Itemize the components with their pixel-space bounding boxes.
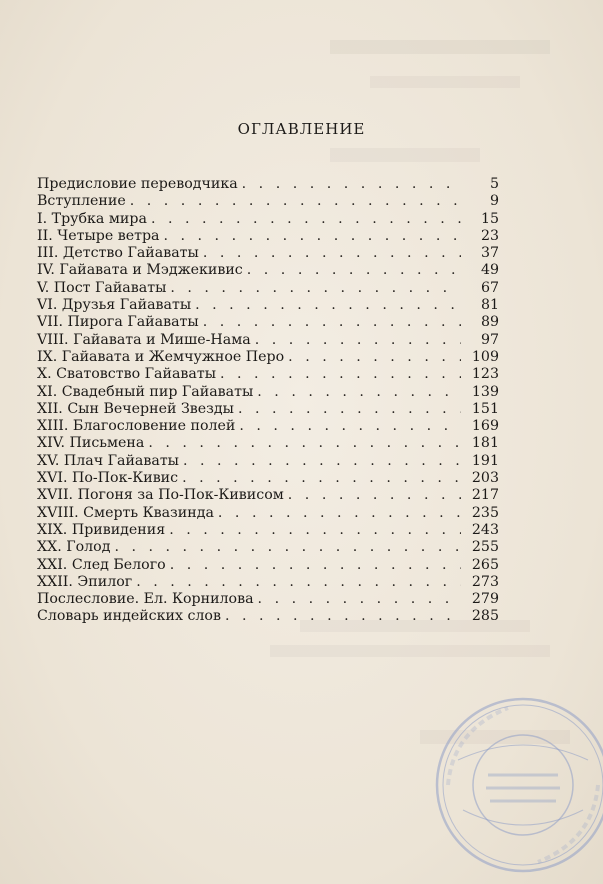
toc-entry-page: 151	[471, 400, 499, 417]
dot-leader	[151, 211, 461, 228]
toc-entry-title: Вступление	[37, 193, 126, 210]
toc-entry-page: 139	[471, 383, 499, 400]
toc-entry-title: XI. Свадебный пир Гайаваты	[37, 383, 254, 400]
dot-leader	[288, 349, 461, 366]
toc-entry	[37, 487, 499, 504]
toc-entry	[37, 280, 499, 297]
dot-leader	[203, 245, 461, 262]
toc-entry	[37, 384, 499, 401]
dot-leader	[148, 435, 461, 452]
toc-entry-page: 279	[471, 591, 499, 608]
toc-entry-page: 169	[471, 418, 499, 435]
toc-entry-title: XIV. Письмена	[37, 435, 145, 452]
dot-leader	[203, 314, 461, 331]
toc-entry-title: XXI. След Белого	[37, 556, 166, 573]
toc-entry-page: 23	[480, 227, 499, 244]
dot-leader	[195, 297, 461, 314]
toc-entry-page: 243	[471, 521, 499, 538]
toc-entry-title: V. Пост Гайаваты	[37, 279, 167, 296]
page-title: ОГЛАВЛЕНИЕ	[237, 120, 366, 138]
dot-leader	[114, 539, 461, 556]
dot-leader	[225, 608, 461, 625]
toc-entry-page: 217	[471, 487, 499, 504]
toc-entry-title: XVIII. Смерть Квазинда	[37, 504, 214, 521]
dot-leader	[238, 401, 461, 418]
toc-entry	[37, 332, 499, 349]
toc-entry-title: XX. Голод	[37, 539, 111, 556]
dot-leader	[255, 332, 461, 349]
dot-leader	[170, 557, 461, 574]
toc-entry	[37, 401, 499, 418]
dot-leader	[164, 228, 462, 245]
toc-entry-page: 109	[471, 348, 499, 365]
show-through-text	[330, 40, 550, 54]
library-stamp	[428, 690, 603, 880]
toc-entry-title: Предисловие переводчика	[37, 176, 238, 192]
toc-entry-page: 203	[471, 470, 499, 487]
dot-leader	[258, 591, 461, 608]
toc-entry	[37, 557, 499, 574]
toc-entry-title: I. Трубка мира	[37, 210, 147, 227]
toc-entry	[37, 245, 499, 262]
dot-leader	[170, 280, 461, 297]
table-of-contents	[37, 176, 499, 626]
dot-leader	[257, 384, 461, 401]
toc-entry	[37, 211, 499, 228]
toc-entry	[37, 314, 499, 331]
toc-entry	[37, 591, 499, 608]
toc-entry-page: 255	[471, 539, 499, 556]
toc-entry-title: III. Детство Гайаваты	[37, 245, 199, 262]
toc-entry-page: 37	[480, 245, 499, 262]
dot-leader	[239, 418, 461, 435]
show-through-text	[270, 645, 550, 657]
dot-leader	[183, 453, 461, 470]
dot-leader	[130, 193, 461, 210]
toc-entry	[37, 262, 499, 279]
toc-entry-page: 81	[480, 297, 499, 314]
toc-entry	[37, 574, 499, 591]
toc-entry-title: XVII. Погоня за По-Пок-Кивисом	[37, 487, 284, 504]
toc-entry	[37, 435, 499, 452]
toc-entry-title: XII. Сын Вечерней Звезды	[37, 400, 234, 417]
toc-entry-title: IX. Гайавата и Жемчужное Перо	[37, 348, 285, 365]
toc-entry	[37, 366, 499, 383]
toc-entry-page: 15	[480, 210, 499, 227]
dot-leader	[220, 366, 461, 383]
toc-entry-page: 49	[480, 262, 499, 279]
toc-entry-title: XV. Плач Гайаваты	[37, 452, 179, 469]
toc-entry	[37, 608, 499, 625]
toc-entry-page: 89	[480, 314, 499, 331]
toc-entry	[37, 176, 499, 193]
toc-entry-page: 97	[480, 331, 499, 348]
dot-leader	[247, 262, 461, 279]
dot-leader	[136, 574, 461, 591]
toc-entry-page: 265	[471, 556, 499, 573]
toc-entry-page: 67	[480, 279, 499, 296]
toc-entry-title: VII. Пирога Гайаваты	[37, 314, 199, 331]
toc-entry-title: VI. Друзья Гайаваты	[37, 297, 192, 314]
dot-leader	[288, 487, 461, 504]
toc-entry-title: Словарь индейских слов	[37, 608, 221, 625]
toc-entry	[37, 349, 499, 366]
toc-entry-page: 5	[489, 176, 499, 192]
toc-entry-page: 285	[471, 608, 499, 625]
toc-entry-title: XVI. По-Пок-Кивис	[37, 470, 179, 487]
dot-leader	[169, 522, 461, 539]
toc-entry	[37, 470, 499, 487]
toc-entry	[37, 453, 499, 470]
toc-entry-title: VIII. Гайавата и Мише-Нама	[37, 331, 251, 348]
toc-entry	[37, 505, 499, 522]
toc-entry-title: XIX. Привидения	[37, 521, 166, 538]
show-through-text	[370, 76, 520, 88]
toc-entry	[37, 297, 499, 314]
toc-entry-title: Послесловие. Ел. Корнилова	[37, 591, 254, 608]
dot-leader	[182, 470, 461, 487]
toc-entry	[37, 418, 499, 435]
toc-entry-title: XXII. Эпилог	[37, 573, 133, 590]
toc-entry	[37, 539, 499, 556]
dot-leader	[218, 505, 461, 522]
toc-entry-page: 123	[471, 366, 499, 383]
toc-entry-page: 191	[471, 452, 499, 469]
toc-entry-title: II. Четыре ветра	[37, 227, 160, 244]
toc-entry-page: 9	[489, 193, 499, 210]
toc-entry-page: 273	[471, 573, 499, 590]
toc-entry-page: 181	[471, 435, 499, 452]
toc-entry	[37, 522, 499, 539]
toc-entry-title: X. Сватовство Гайаваты	[37, 366, 216, 383]
toc-entry-title: IV. Гайавата и Мэджекивис	[37, 262, 243, 279]
toc-entry-page: 235	[471, 504, 499, 521]
toc-entry	[37, 193, 499, 210]
show-through-text	[330, 148, 480, 162]
toc-entry-title: XIII. Благословение полей	[37, 418, 236, 435]
toc-entry	[37, 228, 499, 245]
dot-leader	[242, 176, 461, 193]
